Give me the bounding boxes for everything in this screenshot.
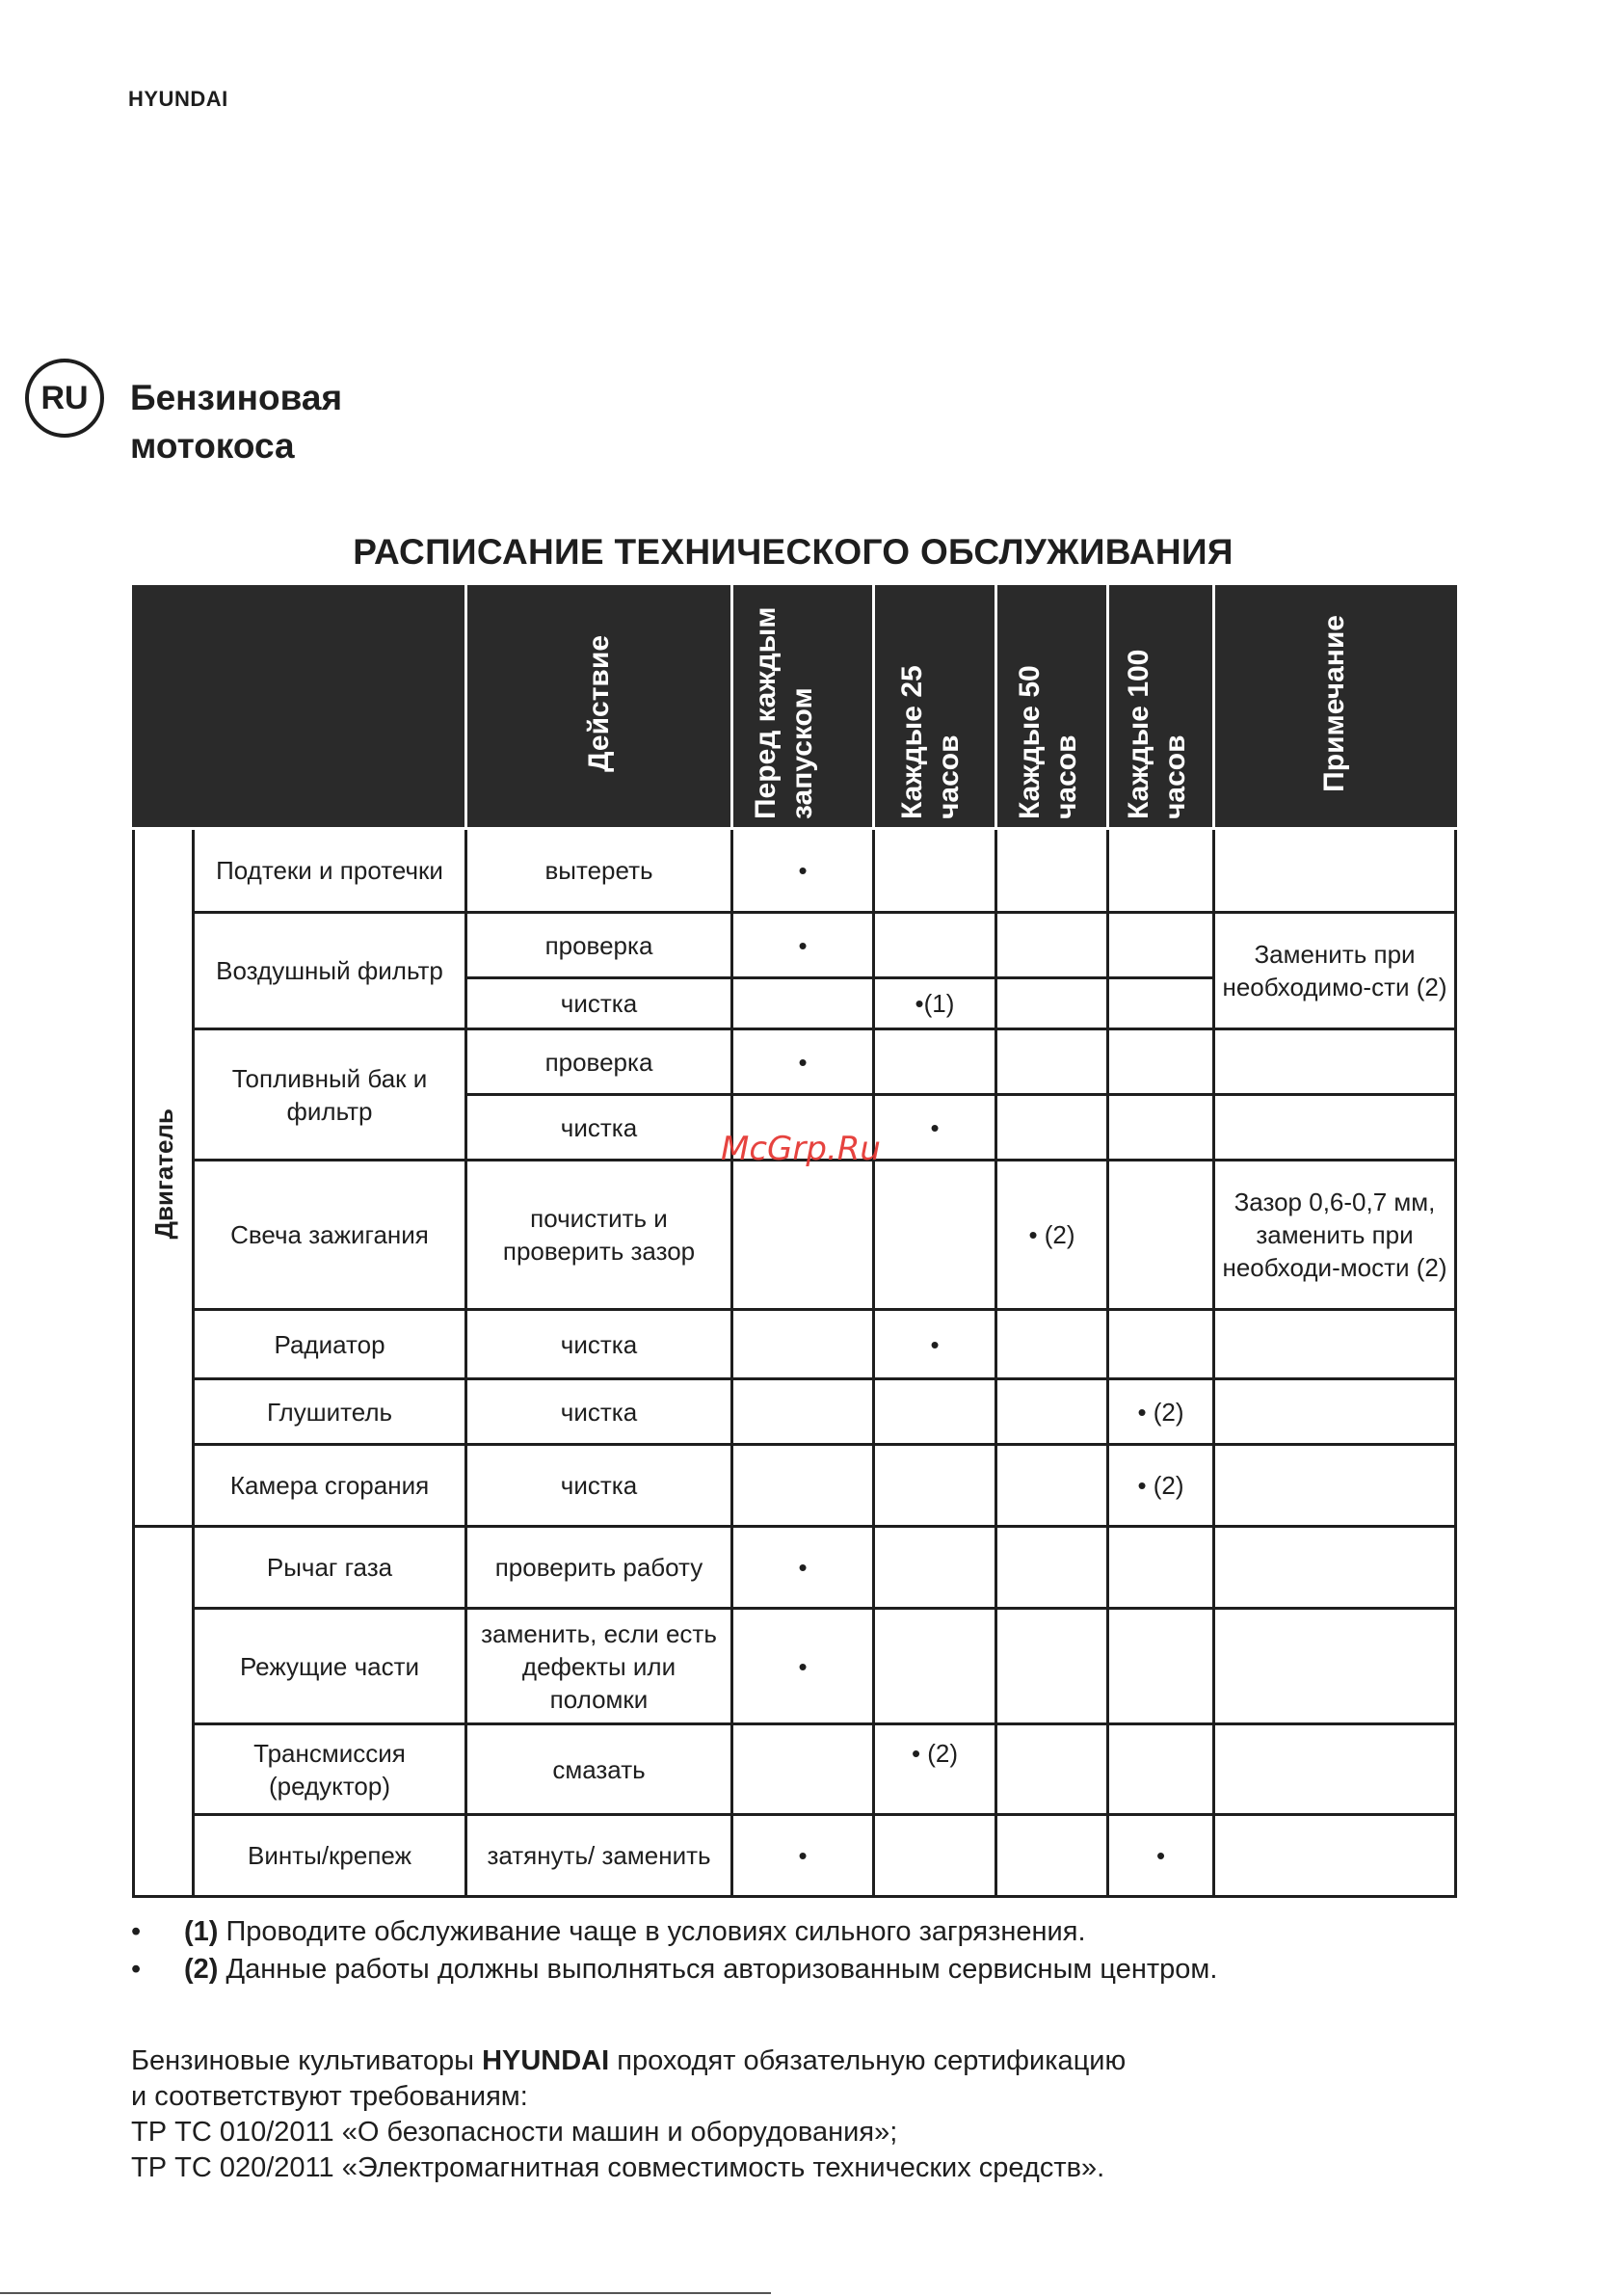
every-25-cell bbox=[874, 1609, 996, 1724]
note-cell bbox=[1214, 1445, 1456, 1527]
item-cell: Винты/крепеж bbox=[194, 1815, 466, 1897]
footnote-item bbox=[131, 1951, 1480, 1989]
every-50-cell bbox=[996, 1609, 1108, 1724]
action-cell: заменить, если есть дефекты или поломки bbox=[466, 1609, 732, 1724]
action-cell: проверить работу bbox=[466, 1527, 732, 1609]
every-25-cell: • bbox=[874, 1095, 996, 1161]
every-100-cell bbox=[1108, 978, 1214, 1029]
table-row bbox=[134, 1724, 1456, 1815]
every-50-cell bbox=[996, 1724, 1108, 1815]
note-cell bbox=[1214, 1815, 1456, 1897]
every-25-cell bbox=[874, 1445, 996, 1527]
every-50-cell bbox=[996, 1029, 1108, 1095]
every-50-cell bbox=[996, 913, 1108, 978]
table-row bbox=[134, 829, 1456, 913]
action-cell: вытереть bbox=[466, 829, 732, 913]
every-50-cell bbox=[996, 978, 1108, 1029]
every-50-cell bbox=[996, 1445, 1108, 1527]
before-start-cell: • bbox=[732, 913, 874, 978]
watermark-text: McGrp.Ru bbox=[721, 1130, 881, 1168]
header-note: Примечание bbox=[1214, 587, 1456, 829]
every-50-cell bbox=[996, 829, 1108, 913]
every-50-cell bbox=[996, 1379, 1108, 1445]
item-cell: Камера сгорания bbox=[194, 1445, 466, 1527]
every-50-cell bbox=[996, 1815, 1108, 1897]
certification-line: Бензиновые культиваторы HYUNDAI проходят обязательную сертификацию bbox=[131, 2045, 1127, 2076]
header-action: Действие bbox=[466, 587, 732, 829]
item-cell: Рычаг газа bbox=[194, 1527, 466, 1609]
certification-line: ТР ТС 020/2011 «Электромагнитная совместимость технических средств». bbox=[131, 2152, 1105, 2183]
item-cell: Свеча зажигания bbox=[194, 1161, 466, 1310]
schedule-title: РАСПИСАНИЕ ТЕХНИЧЕСКОГО ОБСЛУЖИВАНИЯ bbox=[353, 532, 1233, 572]
table-header-row bbox=[134, 587, 1456, 829]
note-cell: Заменить при необходимо-сти (2) bbox=[1214, 913, 1456, 1029]
before-start-cell bbox=[732, 978, 874, 1029]
action-cell: чистка bbox=[466, 1445, 732, 1527]
action-cell: затянуть/ заменить bbox=[466, 1815, 732, 1897]
before-start-cell bbox=[732, 1724, 874, 1815]
group-other-cell bbox=[134, 1527, 194, 1897]
footnote-text: Данные работы должны выполняться авторизованным сервисным центром. bbox=[225, 1954, 1218, 1985]
note-cell bbox=[1214, 1095, 1456, 1161]
bottom-divider bbox=[0, 2292, 771, 2294]
note-cell bbox=[1214, 1527, 1456, 1609]
before-start-cell bbox=[732, 1379, 874, 1445]
action-cell: чистка bbox=[466, 978, 732, 1029]
every-25-cell bbox=[874, 829, 996, 913]
before-start-cell: • bbox=[732, 829, 874, 913]
group-engine-cell bbox=[134, 829, 194, 1527]
table-row bbox=[134, 1161, 1456, 1310]
every-100-cell: • (2) bbox=[1108, 1379, 1214, 1445]
action-cell: чистка bbox=[466, 1379, 732, 1445]
table-row bbox=[134, 1029, 1456, 1095]
note-cell bbox=[1214, 829, 1456, 913]
every-25-cell bbox=[874, 1815, 996, 1897]
note-cell: Зазор 0,6-0,7 мм, заменить при необходи-мости (2) bbox=[1214, 1161, 1456, 1310]
footnote-text: Проводите обслуживание чаще в условиях сильного загрязнения. bbox=[225, 1916, 1086, 1947]
action-cell: проверка bbox=[466, 1029, 732, 1095]
before-start-cell bbox=[732, 1161, 874, 1310]
product-title-line1: Бензиновая bbox=[130, 378, 343, 417]
every-100-cell bbox=[1108, 1310, 1214, 1379]
every-100-cell bbox=[1108, 913, 1214, 978]
product-title-line2: мотокоса bbox=[130, 426, 295, 466]
every-25-cell: •(1) bbox=[874, 978, 996, 1029]
before-start-cell bbox=[732, 1310, 874, 1379]
footnote-number: (2) bbox=[184, 1954, 219, 1985]
item-cell: Воздушный фильтр bbox=[194, 913, 466, 1029]
table-row bbox=[134, 1527, 1456, 1609]
every-100-cell bbox=[1108, 829, 1214, 913]
every-25-cell bbox=[874, 1029, 996, 1095]
header-every-100: Каждые 100 часов bbox=[1108, 587, 1214, 829]
every-100-cell bbox=[1108, 1724, 1214, 1815]
header-empty-cell bbox=[134, 587, 466, 829]
bullet-icon: • bbox=[131, 1916, 142, 1947]
table-row bbox=[134, 1445, 1456, 1527]
before-start-cell bbox=[732, 1445, 874, 1527]
certification-line: и соответствуют требованиям: bbox=[131, 2081, 528, 2112]
table-row bbox=[134, 1609, 1456, 1724]
group-engine-label: Двигатель bbox=[148, 1108, 178, 1240]
item-cell: Топливный бак и фильтр bbox=[194, 1029, 466, 1161]
bullet-icon: • bbox=[131, 1954, 142, 1985]
note-cell bbox=[1214, 1379, 1456, 1445]
table-row bbox=[134, 1815, 1456, 1897]
every-100-cell bbox=[1108, 1609, 1214, 1724]
every-100-cell bbox=[1108, 1029, 1214, 1095]
table-row bbox=[134, 1379, 1456, 1445]
language-badge: RU bbox=[25, 359, 104, 438]
every-25-cell bbox=[874, 1527, 996, 1609]
every-25-cell: • bbox=[874, 1310, 996, 1379]
every-50-cell bbox=[996, 1310, 1108, 1379]
every-50-cell bbox=[996, 1095, 1108, 1161]
action-cell: смазать bbox=[466, 1724, 732, 1815]
certification-block bbox=[131, 2043, 1480, 2186]
before-start-cell: • bbox=[732, 1029, 874, 1095]
footnote-number: (1) bbox=[184, 1916, 219, 1947]
footnotes bbox=[131, 1913, 1480, 1989]
header-every-50: Каждые 50 часов bbox=[996, 587, 1108, 829]
note-cell bbox=[1214, 1310, 1456, 1379]
every-25-cell: • (2) bbox=[874, 1724, 996, 1815]
brand-label: HYUNDAI bbox=[128, 87, 228, 111]
certification-brand: HYUNDAI bbox=[482, 2045, 610, 2076]
item-cell: Радиатор bbox=[194, 1310, 466, 1379]
every-50-cell bbox=[996, 1527, 1108, 1609]
action-cell: чистка bbox=[466, 1310, 732, 1379]
item-cell: Глушитель bbox=[194, 1379, 466, 1445]
certification-line: ТР ТС 010/2011 «О безопасности машин и оборудования»; bbox=[131, 2117, 898, 2148]
note-cell bbox=[1214, 1609, 1456, 1724]
before-start-cell: • bbox=[732, 1609, 874, 1724]
before-start-cell: • bbox=[732, 1815, 874, 1897]
table-row bbox=[134, 913, 1456, 978]
item-cell: Трансмиссия (редуктор) bbox=[194, 1724, 466, 1815]
action-cell: чистка bbox=[466, 1095, 732, 1161]
action-cell: почистить и проверить зазор bbox=[466, 1161, 732, 1310]
every-50-cell: • (2) bbox=[996, 1161, 1108, 1310]
every-25-cell bbox=[874, 913, 996, 978]
item-cell: Подтеки и протечки bbox=[194, 829, 466, 913]
product-title bbox=[130, 374, 708, 470]
item-cell: Режущие части bbox=[194, 1609, 466, 1724]
every-100-cell: • (2) bbox=[1108, 1445, 1214, 1527]
header-every-25: Каждые 25 часов bbox=[874, 587, 996, 829]
note-cell bbox=[1214, 1724, 1456, 1815]
every-100-cell bbox=[1108, 1161, 1214, 1310]
every-25-cell bbox=[874, 1161, 996, 1310]
header-before-each-start: Перед каждым запуском bbox=[732, 587, 874, 829]
action-cell: проверка bbox=[466, 913, 732, 978]
maintenance-table bbox=[132, 585, 1457, 1898]
every-25-cell bbox=[874, 1379, 996, 1445]
table-row bbox=[134, 1310, 1456, 1379]
note-cell bbox=[1214, 1029, 1456, 1095]
every-100-cell bbox=[1108, 1527, 1214, 1609]
every-100-cell: • bbox=[1108, 1815, 1214, 1897]
footnote-item bbox=[131, 1913, 1480, 1951]
every-100-cell bbox=[1108, 1095, 1214, 1161]
before-start-cell: • bbox=[732, 1527, 874, 1609]
